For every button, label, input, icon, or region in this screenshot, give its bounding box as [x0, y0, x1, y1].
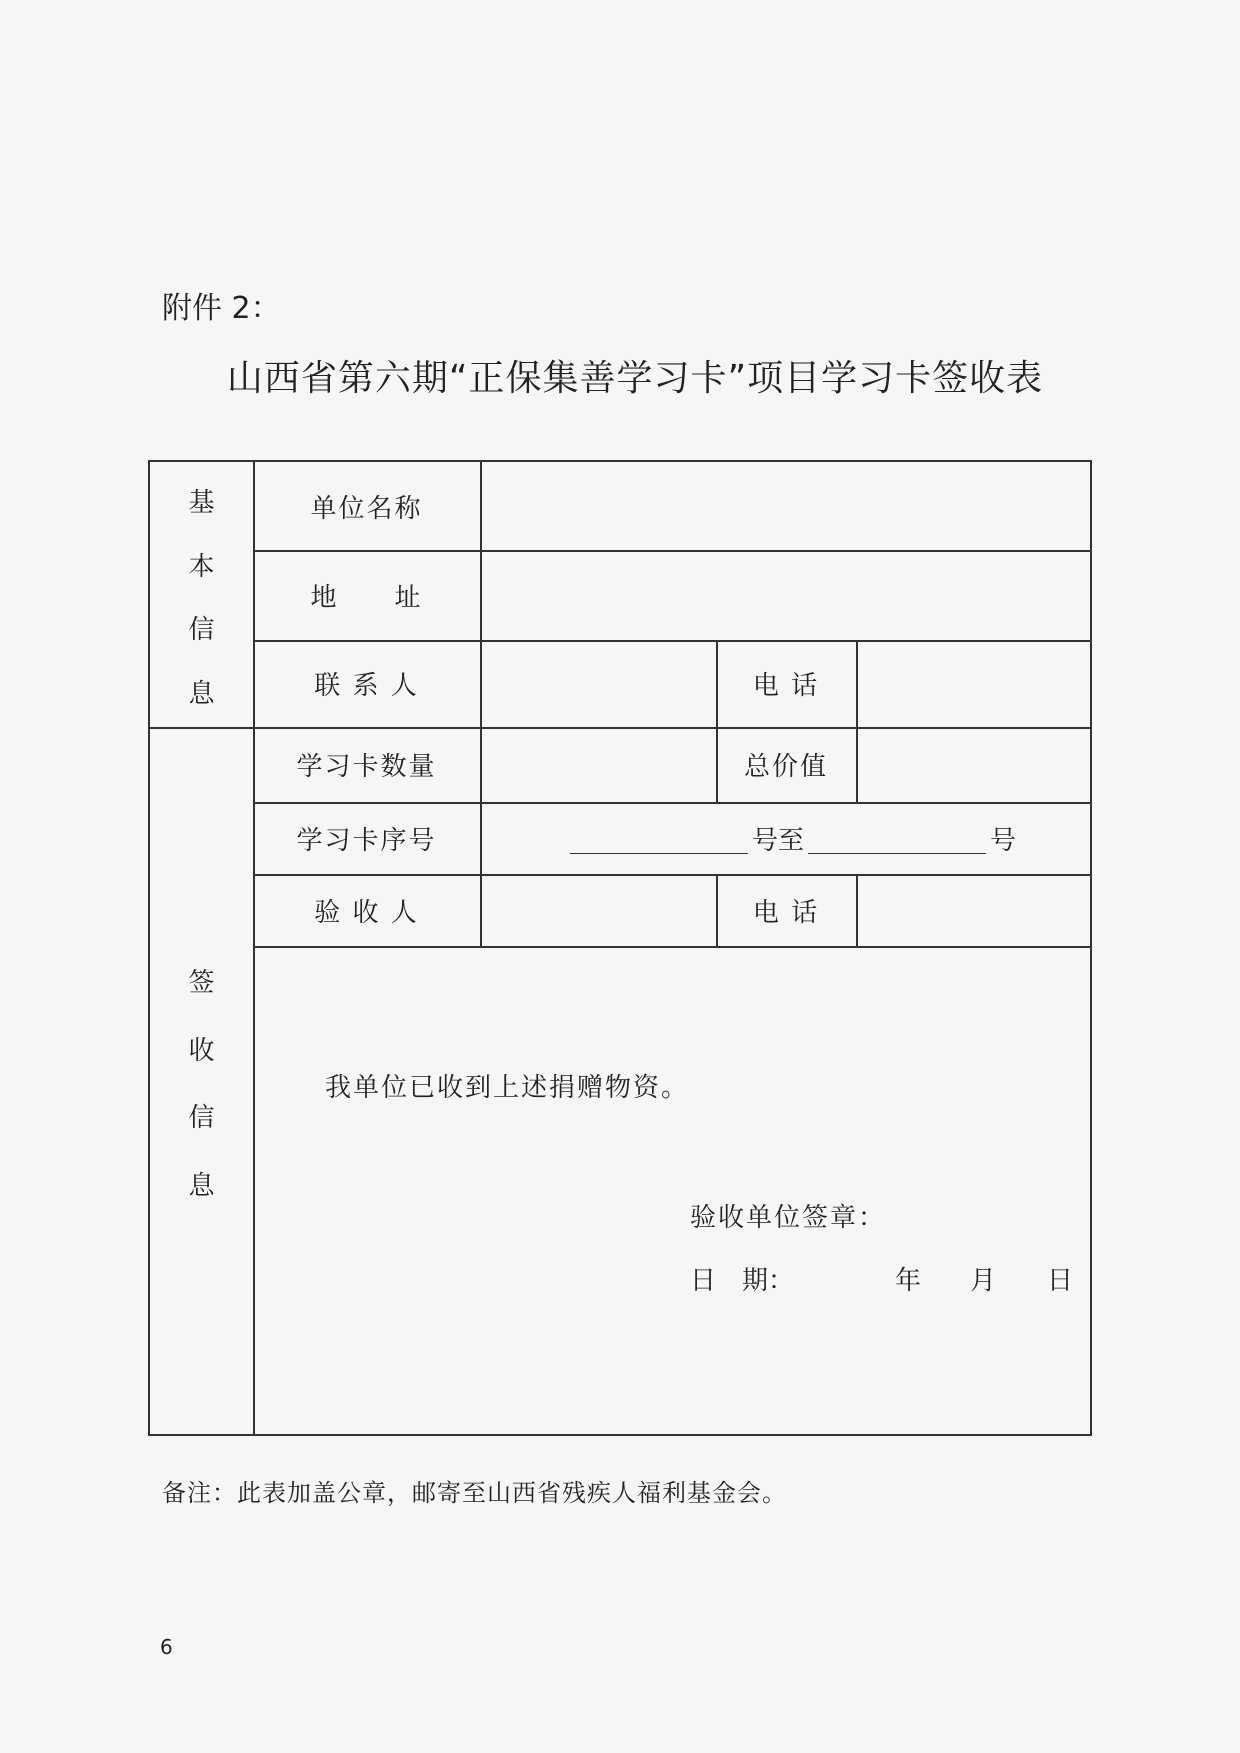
section-char: 签 [188, 968, 215, 998]
serial-to-suffix: 号 [990, 825, 1017, 856]
unit-name-label: 单位名称 [310, 493, 423, 524]
address-label: 地 址 [310, 582, 423, 613]
sign-receipt-form [148, 460, 1092, 1436]
date-label: 日 期： [690, 1266, 795, 1296]
section-char: 本 [188, 551, 215, 582]
seal-label: 验收单位签章： [690, 1203, 887, 1233]
attachment-label: 附件 2： [162, 291, 281, 326]
contact-phone-label: 电 话 [752, 671, 820, 701]
date-line [690, 1260, 1074, 1300]
year-label: 年 [895, 1266, 922, 1296]
serial-to-field[interactable] [808, 823, 986, 854]
serial-from-field[interactable] [570, 823, 748, 854]
card-serial-range [570, 805, 1070, 871]
section-char: 收 [188, 1035, 215, 1066]
basic-info-header [150, 482, 253, 710]
page-number: 6 [160, 1635, 173, 1659]
section-char: 息 [188, 678, 215, 709]
card-serial-label: 学习卡序号 [296, 825, 437, 856]
address-field[interactable] [480, 550, 1092, 640]
card-count-label: 学习卡数量 [296, 752, 437, 782]
section-char: 信 [188, 615, 215, 646]
section-char: 基 [188, 488, 215, 518]
month-label: 月 [970, 1266, 997, 1296]
section-char: 信 [188, 1103, 215, 1134]
card-count-field[interactable] [480, 727, 716, 802]
receiver-field[interactable] [480, 874, 716, 946]
contact-field[interactable] [480, 640, 716, 727]
contact-label: 联 系 人 [314, 671, 419, 701]
contact-phone-field[interactable] [856, 640, 1092, 727]
section-char: 息 [188, 1170, 215, 1201]
form-title: 山西省第六期“正保集善学习卡”项目学习卡签收表 [226, 358, 1044, 399]
receipt-statement: 我单位已收到上述捐赠物资。 [325, 1073, 690, 1103]
total-value-label: 总价值 [743, 752, 828, 782]
footnote: 备注：此表加盖公章，邮寄至山西省残疾人福利基金会。 [162, 1479, 787, 1507]
sign-info-header [150, 962, 253, 1202]
total-value-field[interactable] [856, 727, 1092, 802]
receiver-phone-field[interactable] [856, 874, 1092, 946]
row-line [253, 946, 1092, 948]
serial-from-suffix: 号至 [752, 825, 805, 856]
unit-name-field[interactable] [480, 462, 1092, 550]
day-label: 日 [1047, 1266, 1074, 1296]
receiver-phone-label: 电 话 [752, 897, 820, 928]
receiver-label: 验 收 人 [314, 897, 419, 928]
